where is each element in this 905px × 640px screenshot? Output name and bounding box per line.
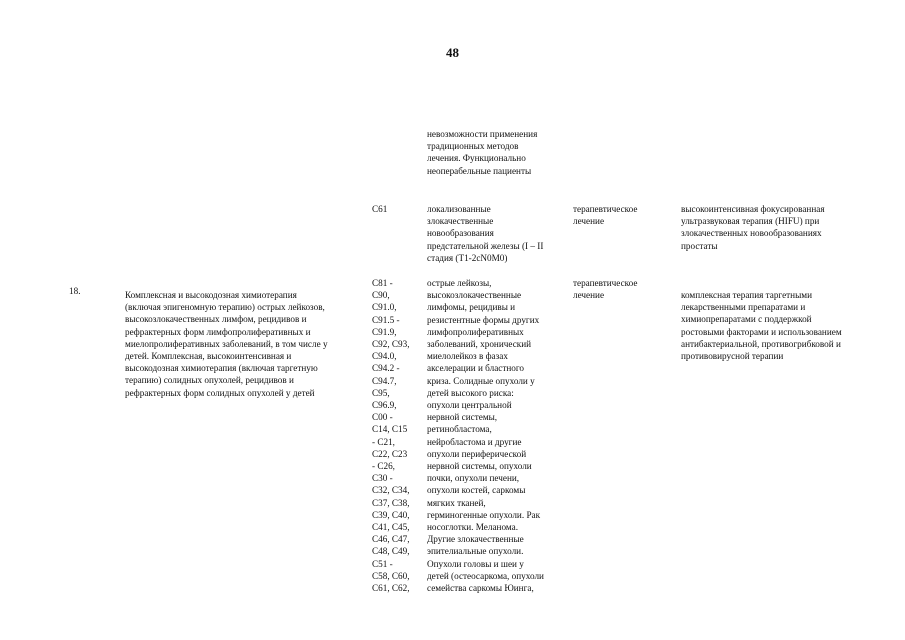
c61-treatment-type: терапевтическое лечение bbox=[573, 204, 638, 227]
row-18-treatment-type: терапевтическое лечение bbox=[573, 278, 638, 301]
row-18-name: Комплексная и высокодозная химиотерапия (включая эпигеномную терапию) острых лейкозов, высокозлокачественных лимфом, рецидивов и рефрактерных форм лимфопролиферативных и миелопролиферативных заболеваний, в том числе у детей. Комплексная, высокоинтенсивная и высокодозная химиотерапия (включая таргетную терапию) солидных опухолей, рецидивов и рефрактерных форм солидных опухолей у детей bbox=[125, 290, 328, 398]
c61-code: C61 bbox=[372, 204, 388, 214]
row-18-codes: C81 - C90, C91.0, C91.5 - C91.9, C92, C93, C94.0, C94.2 - C94.7, C95, C96.9, C00 - C14, C15 - C21, C22, C23 - C26, C30 - C32, C34, C37, C38, C39, C40, C41, C45, C46, C47, C48, C49, C51 - C58, C60, C61, C62, bbox=[372, 278, 410, 594]
row-18-patient-model: острые лейкозы, высокозлокачественные лимфомы, рецидивы и резистентные формы других лимфопролиферативных заболеваний, хронический миелолейкоз в фазах акселерации и бластного криза. Солидные опухоли у детей высокого риска: опухоли центральной нервной системы, ретинобластома, нейробластома и другие опухоли периферической нервной системы, опухоли почки, опухоли печени, опухоли костей, саркомы мягких тканей, герминогенные опухоли. Рак носоглотки. Меланома. Другие злокачественные эпителиальные опухоли. Опухоли головы и шеи у детей (остеосаркома, опухоли семейства саркомы Юинга, bbox=[427, 278, 544, 594]
continuation-patient-model: невозможности применения традиционных методов лечения. Функционально неоперабельные пациенты bbox=[427, 129, 538, 176]
page-number: 48 bbox=[446, 45, 459, 60]
c61-treatment-method: высокоинтенсивная фокусированная ультразвуковая терапия (HIFU) при злокачественных новообразованиях простаты bbox=[681, 204, 825, 251]
row-18-treatment-method: комплексная терапия таргетными лекарственными препаратами и химиопрепаратами с поддержкой ростовыми факторами и использованием антибактериальной, противогрибковой и противовирусной терапии bbox=[681, 290, 842, 362]
c61-patient-model: локализованные злокачественные новообразования предстательной железы (I – II стадия (T1-2cN0M0) bbox=[427, 204, 544, 263]
row-18-number: 18. bbox=[69, 286, 81, 296]
